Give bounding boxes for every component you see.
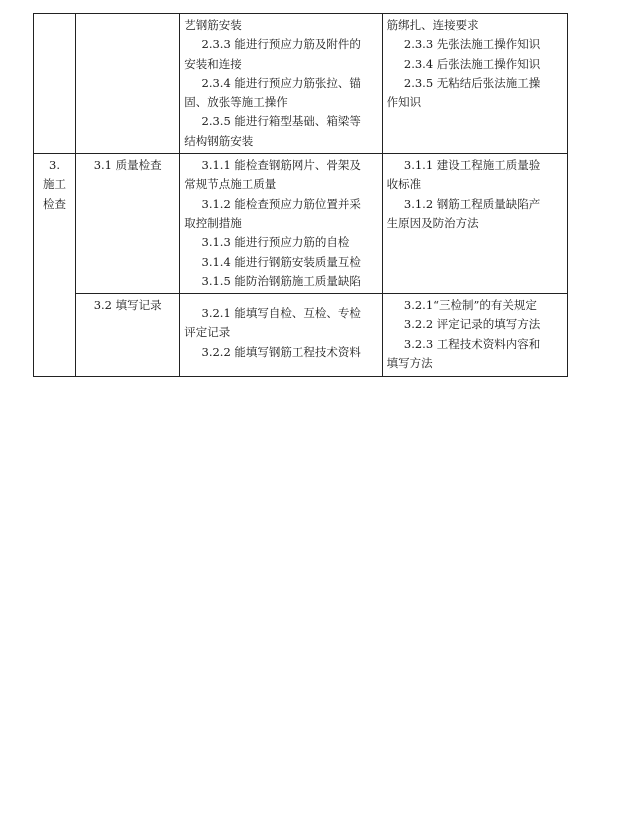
- cell-text-line: 2.3.4 后张法施工操作知识: [403, 56, 541, 71]
- knowledge-lines: [387, 156, 563, 233]
- cell-text-line: 3.2.2 能填写钢筋工程技术资料: [201, 344, 361, 359]
- function-name-line2: 检查: [43, 196, 67, 211]
- cell-text-line: 3.1.3 能进行预应力筋的自检: [201, 235, 350, 250]
- cell-text-line: 2.3.3 能进行预应力筋及附件的: [201, 37, 361, 52]
- cell-text-line: 填写方法: [386, 356, 433, 371]
- cell-text-line: 固、放张等施工操作: [184, 95, 288, 110]
- function-cell: [34, 154, 76, 377]
- cell-text-line: 收标准: [386, 177, 422, 192]
- work-content-label: 3.1 质量检查: [93, 158, 162, 173]
- cell-text-line: 3.2.1 能填写自检、互检、专检: [201, 306, 361, 321]
- function-number: 3.: [49, 158, 61, 173]
- table-row-continued: [34, 14, 568, 154]
- cell-text-line: 作知识: [386, 95, 422, 110]
- cell-text-line: 2.3.3 先张法施工操作知识: [403, 37, 541, 52]
- knowledge-requirements-cell: [382, 294, 567, 377]
- cell-text-line: 2.3.4 能进行预应力筋张拉、锚: [201, 75, 361, 90]
- skill-requirements-cell: [180, 294, 382, 377]
- knowledge-lines: [387, 296, 563, 373]
- cell-text-line: 3.1.5 能防治钢筋施工质量缺陷: [201, 273, 361, 288]
- work-content-cell: [76, 294, 180, 377]
- cell-text-line: 艺钢筋安装: [184, 18, 242, 32]
- table-row-quality-inspection: [34, 154, 568, 294]
- cell-text-line: 3.2.3 工程技术资料内容和: [403, 336, 541, 351]
- cell-text-line: 生原因及防治方法: [386, 215, 479, 230]
- cell-text-line: 常规节点施工质量: [184, 177, 277, 192]
- function-name-line1: 施工: [43, 177, 67, 192]
- cell-text-line: 评定记录: [184, 325, 231, 340]
- cell-text-line: 筋绑扎、连接要求: [386, 18, 479, 32]
- cell-text-line: 结构钢筋安装: [184, 133, 254, 148]
- cell-text-line: 3.2.1“三检制”的有关规定: [403, 298, 537, 313]
- cell-text-line: 3.2.2 评定记录的填写方法: [403, 317, 541, 332]
- skill-lines: [184, 156, 377, 291]
- work-content-cell: [76, 154, 180, 294]
- cell-text-line: 取控制措施: [184, 215, 242, 230]
- skill-lines: [184, 304, 377, 362]
- cell-text-line: 3.1.1 能检查钢筋网片、骨架及: [201, 158, 361, 173]
- cell-text-line: 3.1.2 钢筋工程质量缺陷产: [403, 196, 541, 211]
- knowledge-lines: [387, 16, 563, 112]
- cell-text-line: 2.3.5 无粘结后张法施工操: [403, 75, 541, 90]
- cell-text-line: 2.3.5 能进行箱型基础、箱梁等: [201, 114, 361, 129]
- skill-lines: [184, 16, 377, 151]
- cell-text-line: 3.1.1 建设工程施工质量验: [403, 158, 541, 173]
- cell-text-line: 3.1.2 能检查预应力筋位置并采: [201, 196, 361, 211]
- skill-standard-table: [33, 13, 568, 377]
- function-cell-empty: [34, 14, 76, 154]
- cell-text-line: 3.1.4 能进行钢筋安装质量互检: [201, 254, 361, 269]
- skill-requirements-cell: [180, 14, 382, 154]
- work-content-label: 3.2 填写记录: [93, 298, 162, 313]
- work-content-cell-empty: [76, 14, 180, 154]
- cell-text-line: 安装和连接: [184, 56, 242, 71]
- skill-requirements-cell: [180, 154, 382, 294]
- document-page: [33, 13, 568, 377]
- table-row-fill-records: [34, 294, 568, 377]
- knowledge-requirements-cell: [382, 154, 567, 294]
- knowledge-requirements-cell: [382, 14, 567, 154]
